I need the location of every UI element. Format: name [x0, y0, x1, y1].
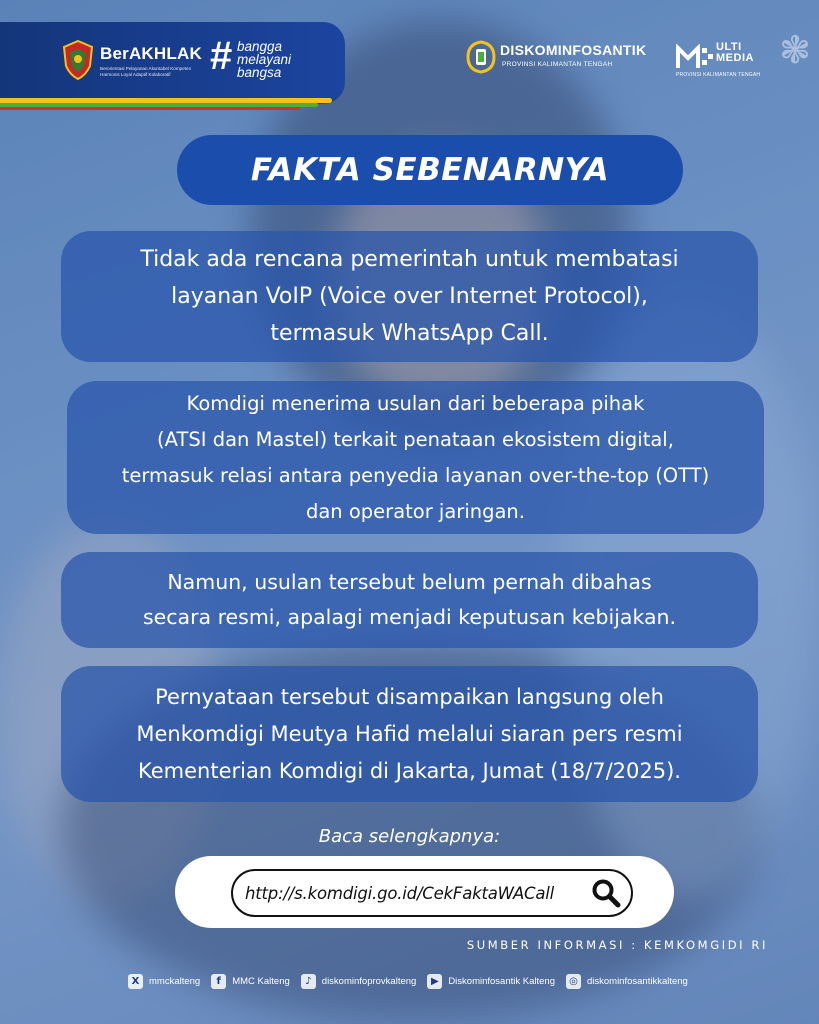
- link-search-bar[interactable]: [231, 869, 633, 917]
- facebook-icon: f: [211, 974, 226, 989]
- social-item-facebook[interactable]: [211, 974, 290, 989]
- social-label: Diskominfosantik Kalteng: [448, 976, 555, 987]
- multimedia-logo-subtitle: PROVINSI KALIMANTAN TENGAH: [676, 72, 761, 78]
- diskominfosantik-title: DISKOMINFOSANTIK: [500, 42, 647, 58]
- tiktok-icon: ♪: [301, 974, 316, 989]
- social-label: diskominfosantikkalteng: [586, 976, 688, 987]
- social-label: mmckalteng: [149, 976, 201, 987]
- kalteng-shield-logo-icon: [62, 40, 94, 80]
- page-title: FAKTA SEBENARNYA: [250, 152, 610, 188]
- instagram-icon: ◎: [566, 974, 581, 989]
- fact-text: Namun, usulan tersebut belum pernah dibahas secara resmi, apalagi menjadi keputusan kebijakan.: [142, 570, 677, 629]
- fact-text: Pernyataan tersebut disampaikan langsung oleh Menkomdigi Meutya Hafid melalui siaran pers resmi Kementerian Komdigi di Jakarta, Jumat (18/7/2025).: [136, 684, 683, 783]
- ornament-right-icon: ❃: [779, 28, 811, 72]
- fact-box: [61, 666, 758, 802]
- diskominfosantik-logo-icon: [466, 40, 496, 74]
- fact-box: [61, 552, 758, 648]
- multimedia-logo-text: ULTI MEDIA: [716, 41, 754, 64]
- fact-text: Komdigi menerima usulan dari beberapa pihak (ATSI dan Mastel) terkait penataan ekosistem digital, termasuk relasi antara penyedia layanan over-the-top (OTT) dan operator jaringan.: [121, 391, 710, 523]
- x-icon: X: [128, 974, 143, 989]
- source-link[interactable]: http://s.komdigi.go.id/CekFaktaWACall: [245, 883, 555, 903]
- read-more-label: Baca selengkapnya:: [318, 826, 501, 847]
- social-item-instagram[interactable]: [566, 974, 688, 989]
- slogan-text: bangga melayani bangsa: [237, 39, 292, 80]
- social-media-bar: [128, 974, 699, 989]
- source-credit: SUMBER INFORMASI : KEMKOMGIDI RI: [466, 938, 768, 952]
- hashtag-symbol: #: [210, 34, 233, 78]
- fact-box: [61, 231, 758, 362]
- berakhlak-logo-title: BerAKHLAK: [100, 44, 202, 63]
- fact-text: Tidak ada rencana pemerintah untuk membatasi layanan VoIP (Voice over Internet Protocol), termasuk WhatsApp Call.: [140, 247, 679, 346]
- social-item-x[interactable]: [128, 974, 200, 989]
- fact-box: [67, 381, 764, 534]
- social-item-tiktok[interactable]: [301, 974, 417, 989]
- social-label: MMC Kalteng: [232, 976, 290, 987]
- header-stripe-red: [0, 107, 300, 110]
- diskominfosantik-subtitle: PROVINSI KALIMANTAN TENGAH: [502, 61, 613, 68]
- search-icon[interactable]: [590, 877, 622, 909]
- social-label: diskominfoprovkalteng: [321, 976, 417, 987]
- social-item-youtube[interactable]: [427, 974, 555, 989]
- berakhlak-logo-subtitle: Berorientasi Pelayanan Akuntabel Kompeten Harmonis Loyal Adaptif Kolaboratif: [100, 66, 192, 77]
- youtube-icon: ▶: [427, 974, 442, 989]
- title-banner: [177, 135, 683, 205]
- multimedia-center-logo-icon: [676, 44, 716, 70]
